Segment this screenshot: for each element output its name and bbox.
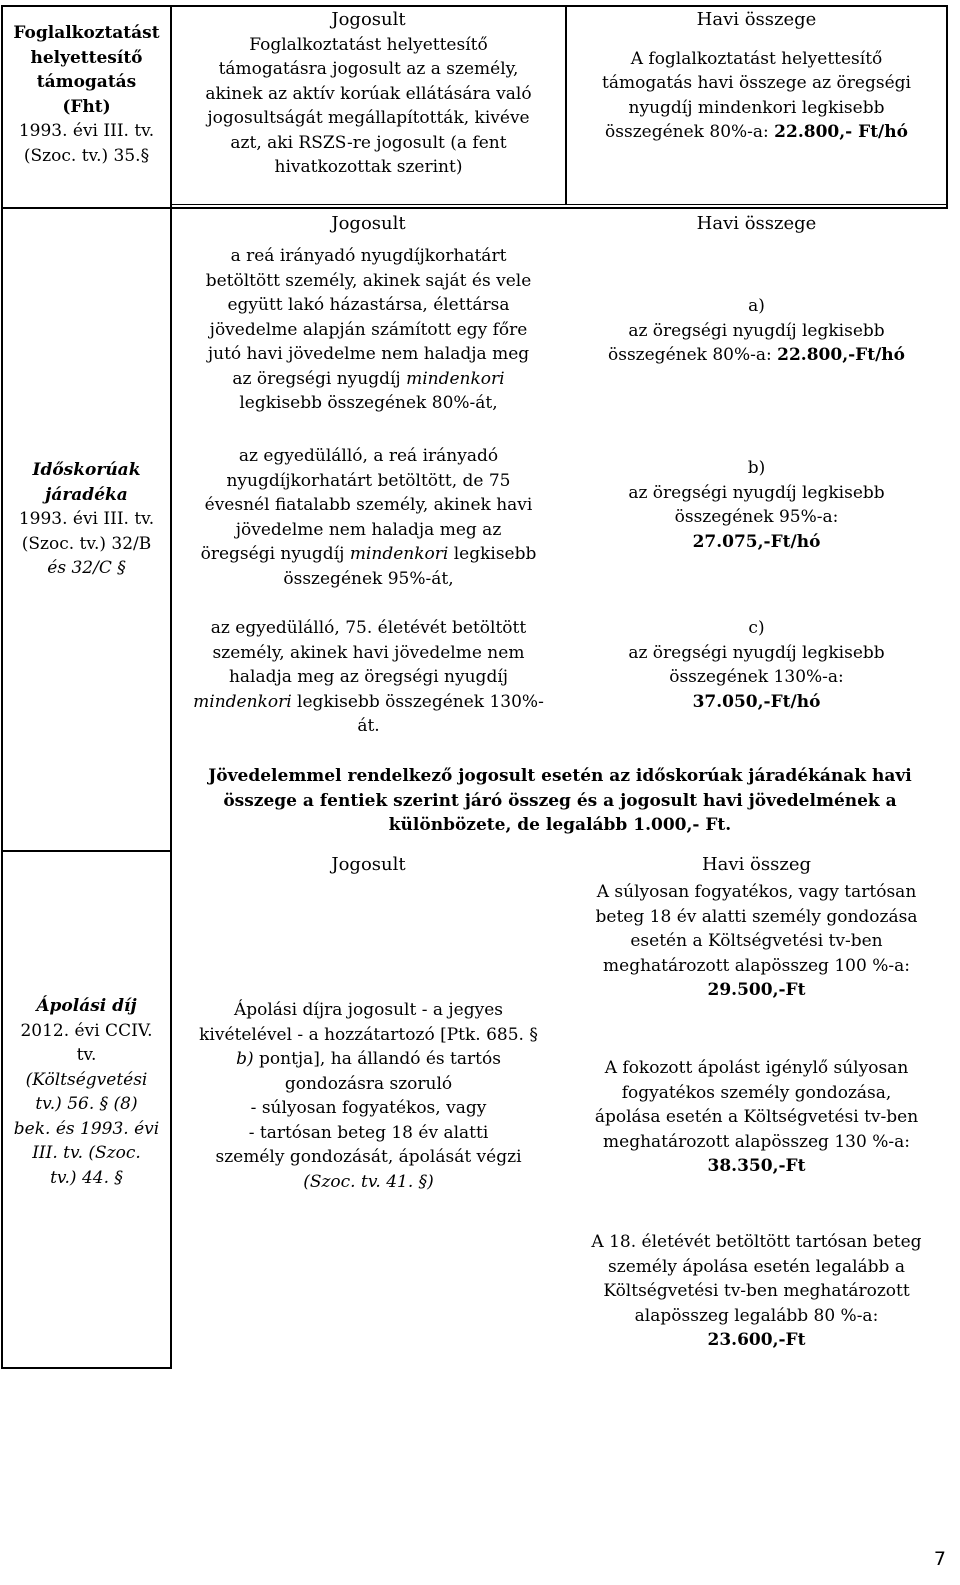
apolasi-amount-line: A súlyosan fogyatékos, vagy tartósan bbox=[596, 882, 917, 902]
apolasi-amount-line: A 18. életévét betöltött tartósan beteg bbox=[591, 1232, 922, 1252]
idoskoru-b-amount-line: összegének 95%-a: bbox=[674, 507, 839, 527]
apolasi-amount-1 bbox=[567, 880, 946, 1003]
text-italic: mindenkori bbox=[349, 544, 449, 564]
idoskoru-a-line: a reá irányadó nyugdíjkorhatárt bbox=[230, 246, 507, 266]
apolasi-eligible-cell bbox=[172, 998, 565, 1194]
apolasi-amount-line: beteg 18 év alatti személy gondozása bbox=[595, 906, 918, 927]
apolasi-side-label bbox=[3, 994, 170, 1190]
table-border-bottom bbox=[1, 1367, 172, 1369]
apolasi-eligible-header: Jogosult bbox=[331, 854, 406, 875]
idoskoru-a-line: jövedelme alapján számított egy főre bbox=[209, 319, 528, 340]
apolasi-eligible-line: (Szoc. tv. 41. §) bbox=[303, 1171, 434, 1192]
idoskoru-c-line bbox=[172, 690, 565, 715]
apolasi-eligible-line: Ápolási díjra jogosult - a jegyes bbox=[233, 1000, 504, 1020]
row-divider-fht bbox=[1, 207, 948, 209]
idoskoru-side-label bbox=[3, 458, 170, 581]
idoskoru-a-line: betöltött személy, akinek saját és vele bbox=[205, 270, 532, 291]
note-line: különbözete, de legalább 1.000,- Ft. bbox=[388, 815, 732, 835]
apolasi-amount-value: 23.600,-Ft bbox=[707, 1330, 806, 1350]
idoskoru-b-line: jövedelme nem haladja meg az bbox=[235, 519, 502, 540]
idoskoru-c-line: személy, akinek havi jövedelme nem bbox=[212, 642, 525, 663]
idoskoru-ref-line: (Szoc. tv.) 32/B bbox=[21, 533, 152, 554]
table-border-right-top bbox=[946, 5, 948, 209]
idoskoru-amount-header: Havi összege bbox=[696, 213, 817, 234]
apolasi-amount-line: meghatározott alapösszeg 130 %-a: bbox=[603, 1131, 910, 1152]
idoskoru-b-amount-value: 27.075,-Ft/hó bbox=[692, 531, 821, 552]
fht-eligible-line: akinek az aktív korúak ellátására való bbox=[205, 83, 532, 104]
apolasi-amount-header: Havi összeg bbox=[701, 854, 812, 875]
idoskoru-c-amount bbox=[567, 616, 946, 714]
fht-title-line: Foglalkoztatást bbox=[13, 23, 160, 43]
note-line: összege a fentiek szerint járó összeg és a jogosult havi jövedelmének a bbox=[223, 790, 897, 811]
note-line: Jövedelemmel rendelkező jogosult esetén az időskorúak járadékának havi bbox=[208, 766, 912, 786]
text-italic: b) bbox=[236, 1049, 254, 1069]
text-italic: mindenkori bbox=[406, 368, 505, 389]
fht-eligible-line: jogosultságát megállapították, kivéve bbox=[207, 108, 530, 128]
idoskoru-a-eligible bbox=[172, 244, 565, 416]
apolasi-amount-value: 38.350,-Ft bbox=[707, 1156, 806, 1176]
idoskoru-c-line: az egyedülálló, 75. életévét betöltött bbox=[210, 618, 527, 638]
apolasi-ref-line: tv. bbox=[76, 1045, 97, 1065]
idoskoru-a-line: legkisebb összegének 80%-át, bbox=[239, 393, 498, 413]
apolasi-eligible-line: gondozásra szoruló bbox=[284, 1073, 453, 1094]
apolasi-amount-3 bbox=[567, 1230, 946, 1353]
idoskoru-b-line bbox=[172, 542, 565, 567]
fht-title-line: támogatás bbox=[36, 72, 137, 92]
fht-eligible-cell bbox=[172, 8, 565, 180]
idoskoru-c-amount-value: 37.050,-Ft/hó bbox=[692, 691, 821, 712]
apolasi-eligible-line: - súlyosan fogyatékos, vagy bbox=[250, 1098, 487, 1118]
fht-eligible-line: azt, aki RSZS-re jogosult (a fent bbox=[230, 132, 507, 153]
idoskoru-b-line: évesnél fiatalabb személy, akinek havi bbox=[204, 495, 533, 515]
fht-side-label bbox=[3, 21, 170, 168]
idoskoru-a-line: jutó havi jövedelme nem haladja meg bbox=[207, 344, 530, 364]
apolasi-eligible-line bbox=[172, 1047, 565, 1072]
idoskoru-title-line: Időskorúak bbox=[32, 460, 141, 480]
text-italic: mindenkori bbox=[193, 691, 292, 712]
idoskoru-c-line: haladja meg az öregségi nyugdíj bbox=[228, 667, 509, 687]
idoskoru-c-amount-line: összegének 130%-a: bbox=[669, 667, 844, 687]
apolasi-amount-2 bbox=[567, 1056, 946, 1179]
apolasi-amount-line: ápolása esetén a Költségvetési tv-ben bbox=[594, 1107, 919, 1127]
apolasi-ref-line: tv.) 44. § bbox=[50, 1167, 123, 1188]
apolasi-amount-line: alapösszeg legalább 80 %-a: bbox=[634, 1305, 879, 1326]
idoskoru-c-letter: c) bbox=[748, 618, 765, 638]
idoskoru-a-line: együtt lakó házastársa, élettársa bbox=[227, 295, 510, 315]
fht-amount-prefix: összegének 80%-a: bbox=[605, 122, 775, 142]
text: az öregségi nyugdíj bbox=[232, 368, 407, 389]
fht-eligible-line: hivatkozottak szerint) bbox=[274, 157, 463, 177]
apolasi-title: Ápolási díj bbox=[36, 996, 137, 1016]
apolasi-ref-line: III. tv. (Szoc. bbox=[32, 1143, 141, 1163]
idoskoru-c-amount-line: az öregségi nyugdíj legkisebb bbox=[628, 642, 885, 663]
idoskoru-b-line: összegének 95%-át, bbox=[283, 568, 454, 589]
spacer bbox=[567, 33, 946, 47]
text: legkisebb bbox=[448, 544, 537, 564]
apolasi-ref-line: tv.) 56. § (8) bbox=[35, 1094, 138, 1114]
idoskoru-a-amount-line: az öregségi nyugdíj legkisebb bbox=[628, 320, 885, 341]
idoskoru-eligible-header: Jogosult bbox=[331, 213, 406, 234]
apolasi-eligible-line: kivételével - a hozzátartozó [Ptk. 685. § bbox=[199, 1024, 538, 1045]
apolasi-amount-line: fogyatékos személy gondozása, bbox=[621, 1082, 892, 1103]
idoskoru-a-line bbox=[172, 367, 565, 392]
apolasi-amount-value: 29.500,-Ft bbox=[707, 980, 806, 1000]
apolasi-amount-line: Költségvetési tv-ben meghatározott bbox=[603, 1281, 910, 1301]
apolasi-ref-line: bek. és 1993. évi bbox=[13, 1118, 160, 1139]
idoskoru-b-amount bbox=[567, 456, 946, 554]
fht-amount-header: Havi összege bbox=[696, 9, 817, 30]
text: legkisebb összegének 130%- bbox=[291, 691, 544, 712]
idoskoru-a-letter: a) bbox=[748, 296, 765, 316]
apolasi-amount-line: A fokozott ápolást igénylő súlyosan bbox=[604, 1058, 909, 1078]
text: összegének 80%-a: bbox=[607, 345, 778, 365]
apolasi-ref-line: (Költségvetési bbox=[25, 1069, 148, 1090]
idoskoru-c-eligible bbox=[172, 616, 565, 739]
apolasi-amount-line: meghatározott alapösszeg 100 %-a: bbox=[603, 955, 910, 976]
idoskoru-b-amount-line: az öregségi nyugdíj legkisebb bbox=[628, 482, 885, 503]
idoskoru-title-line: járadéka bbox=[45, 484, 128, 505]
idoskoru-income-note bbox=[172, 764, 948, 838]
amount-value: 22.800,-Ft/hó bbox=[777, 345, 906, 365]
fht-amount-value: 22.800,- Ft/hó bbox=[774, 122, 908, 142]
text: öregségi nyugdíj bbox=[200, 544, 350, 564]
fht-ref-line: 1993. évi III. tv. bbox=[18, 121, 155, 141]
idoskoru-c-line: át. bbox=[357, 716, 380, 736]
apolasi-ref-line: 2012. évi CCIV. bbox=[20, 1020, 153, 1041]
row-divider-idoskoru bbox=[1, 850, 172, 852]
fht-eligible-line: Foglalkoztatást helyettesítő bbox=[249, 34, 488, 55]
apolasi-amount-line: esetén a Költségvetési tv-ben bbox=[630, 931, 883, 951]
fht-amount-line: támogatás havi összege az öregségi bbox=[602, 73, 911, 93]
text: pontja], ha állandó és tartós bbox=[253, 1049, 501, 1069]
idoskoru-a-amount bbox=[567, 294, 946, 368]
fht-amount-line: nyugdíj mindenkori legkisebb bbox=[628, 97, 885, 118]
fht-eligible-header: Jogosult bbox=[331, 9, 406, 30]
idoskoru-b-letter: b) bbox=[747, 458, 766, 478]
fht-amount-cell bbox=[567, 8, 946, 145]
idoskoru-b-line: az egyedülálló, a reá irányadó bbox=[238, 446, 499, 466]
fht-title-line: (Fht) bbox=[62, 96, 111, 117]
idoskoru-ref-line: és 32/C § bbox=[47, 558, 126, 578]
page-number: 7 bbox=[933, 1548, 946, 1570]
fht-title-line: helyettesítő bbox=[30, 47, 143, 68]
idoskoru-a-amount-line bbox=[567, 343, 946, 368]
fht-ref-line: (Szoc. tv.) 35.§ bbox=[23, 145, 150, 166]
fht-amount-line: A foglalkoztatást helyettesítő bbox=[630, 48, 883, 69]
table-border-top bbox=[1, 5, 948, 7]
apolasi-eligible-line: - tartósan beteg 18 év alatti bbox=[248, 1122, 489, 1143]
idoskoru-b-eligible bbox=[172, 444, 565, 591]
idoskoru-b-line: nyugdíjkorhatárt betöltött, de 75 bbox=[226, 470, 511, 491]
fht-eligible-line: támogatásra jogosult az a személy, bbox=[218, 59, 519, 79]
idoskoru-ref-line: 1993. évi III. tv. bbox=[18, 509, 155, 529]
apolasi-amount-line: személy ápolása esetén legalább a bbox=[608, 1256, 905, 1277]
apolasi-eligible-line: személy gondozását, ápolását végzi bbox=[215, 1147, 522, 1167]
fht-amount-last-line bbox=[567, 120, 946, 145]
row-divider-fht-shadow bbox=[172, 204, 948, 205]
